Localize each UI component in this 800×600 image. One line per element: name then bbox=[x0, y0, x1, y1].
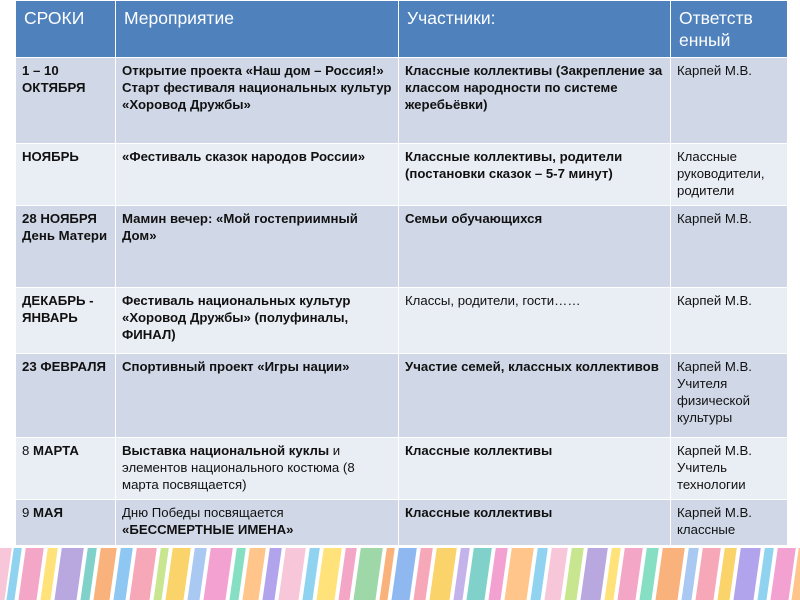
event-details: Дню Победы посвящается bbox=[122, 505, 284, 520]
cell-event bbox=[116, 438, 399, 500]
date-text: МАЯ bbox=[33, 505, 64, 520]
cell-participants: Участие семей, классных коллективов bbox=[399, 354, 671, 438]
cell-participants: Классные коллективы bbox=[399, 438, 671, 500]
cell-event: «Фестиваль сказок народов России» bbox=[116, 144, 399, 206]
event-details: и элементов национального костюма (8 марта посвящается) bbox=[122, 443, 355, 492]
cell-date: 1 – 10 ОКТЯБРЯ bbox=[16, 58, 116, 144]
table-header-row bbox=[16, 1, 788, 58]
cell-participants: Семьи обучающихся bbox=[399, 206, 671, 288]
table-row bbox=[16, 438, 788, 500]
cell-date bbox=[16, 500, 116, 546]
event-title: «БЕССМЕРТНЫЕ ИМЕНА» bbox=[122, 522, 294, 537]
header-dates: СРОКИ bbox=[16, 1, 116, 58]
table-row bbox=[16, 288, 788, 354]
cell-responsible: Карпей М.В. классные bbox=[671, 500, 788, 546]
cell-participants: Классные коллективы (Закрепление за классом народности по системе жеребьёвки) bbox=[399, 58, 671, 144]
cell-responsible: Карпей М.В. bbox=[671, 206, 788, 288]
table-row bbox=[16, 58, 788, 144]
header-event: Мероприятие bbox=[116, 1, 399, 58]
decorative-stripes bbox=[0, 548, 800, 600]
cell-event: Открытие проекта «Наш дом – Россия!» Старт фестиваля национальных культур «Хоровод Дружбы» bbox=[116, 58, 399, 144]
date-text: МАРТА bbox=[33, 443, 79, 458]
cell-participants: Классы, родители, гости…… bbox=[399, 288, 671, 354]
cell-date bbox=[16, 438, 116, 500]
cell-responsible: Карпей М.В. Учителя физической культуры bbox=[671, 354, 788, 438]
table-row bbox=[16, 144, 788, 206]
date-number: 8 bbox=[22, 443, 30, 458]
table-row bbox=[16, 500, 788, 546]
header-responsible: Ответств енный bbox=[671, 1, 788, 58]
cell-event bbox=[116, 500, 399, 546]
date-number: 9 bbox=[22, 505, 30, 520]
cell-event: Фестиваль национальных культур «Хоровод Дружбы» (полуфиналы, ФИНАЛ) bbox=[116, 288, 399, 354]
event-title: Выставка национальной куклы bbox=[122, 443, 330, 458]
cell-date: НОЯБРЬ bbox=[16, 144, 116, 206]
cell-date: 28 НОЯБРЯ День Матери bbox=[16, 206, 116, 288]
cell-responsible: Карпей М.В. bbox=[671, 58, 788, 144]
cell-event: Спортивный проект «Игры нации» bbox=[116, 354, 399, 438]
cell-date: ДЕКАБРЬ - ЯНВАРЬ bbox=[16, 288, 116, 354]
cell-participants: Классные коллективы, родители (постановки сказок – 5-7 минут) bbox=[399, 144, 671, 206]
cell-date: 23 ФЕВРАЛЯ bbox=[16, 354, 116, 438]
cell-responsible: Классные руководители, родители bbox=[671, 144, 788, 206]
cell-responsible: Карпей М.В. Учитель технологии bbox=[671, 438, 788, 500]
cell-responsible: Карпей М.В. bbox=[671, 288, 788, 354]
cell-event: Мамин вечер: «Мой гостеприимный Дом» bbox=[116, 206, 399, 288]
table-row bbox=[16, 206, 788, 288]
schedule-table bbox=[15, 0, 788, 546]
header-participants: Участники: bbox=[399, 1, 671, 58]
table-row bbox=[16, 354, 788, 438]
cell-participants: Классные коллективы bbox=[399, 500, 671, 546]
